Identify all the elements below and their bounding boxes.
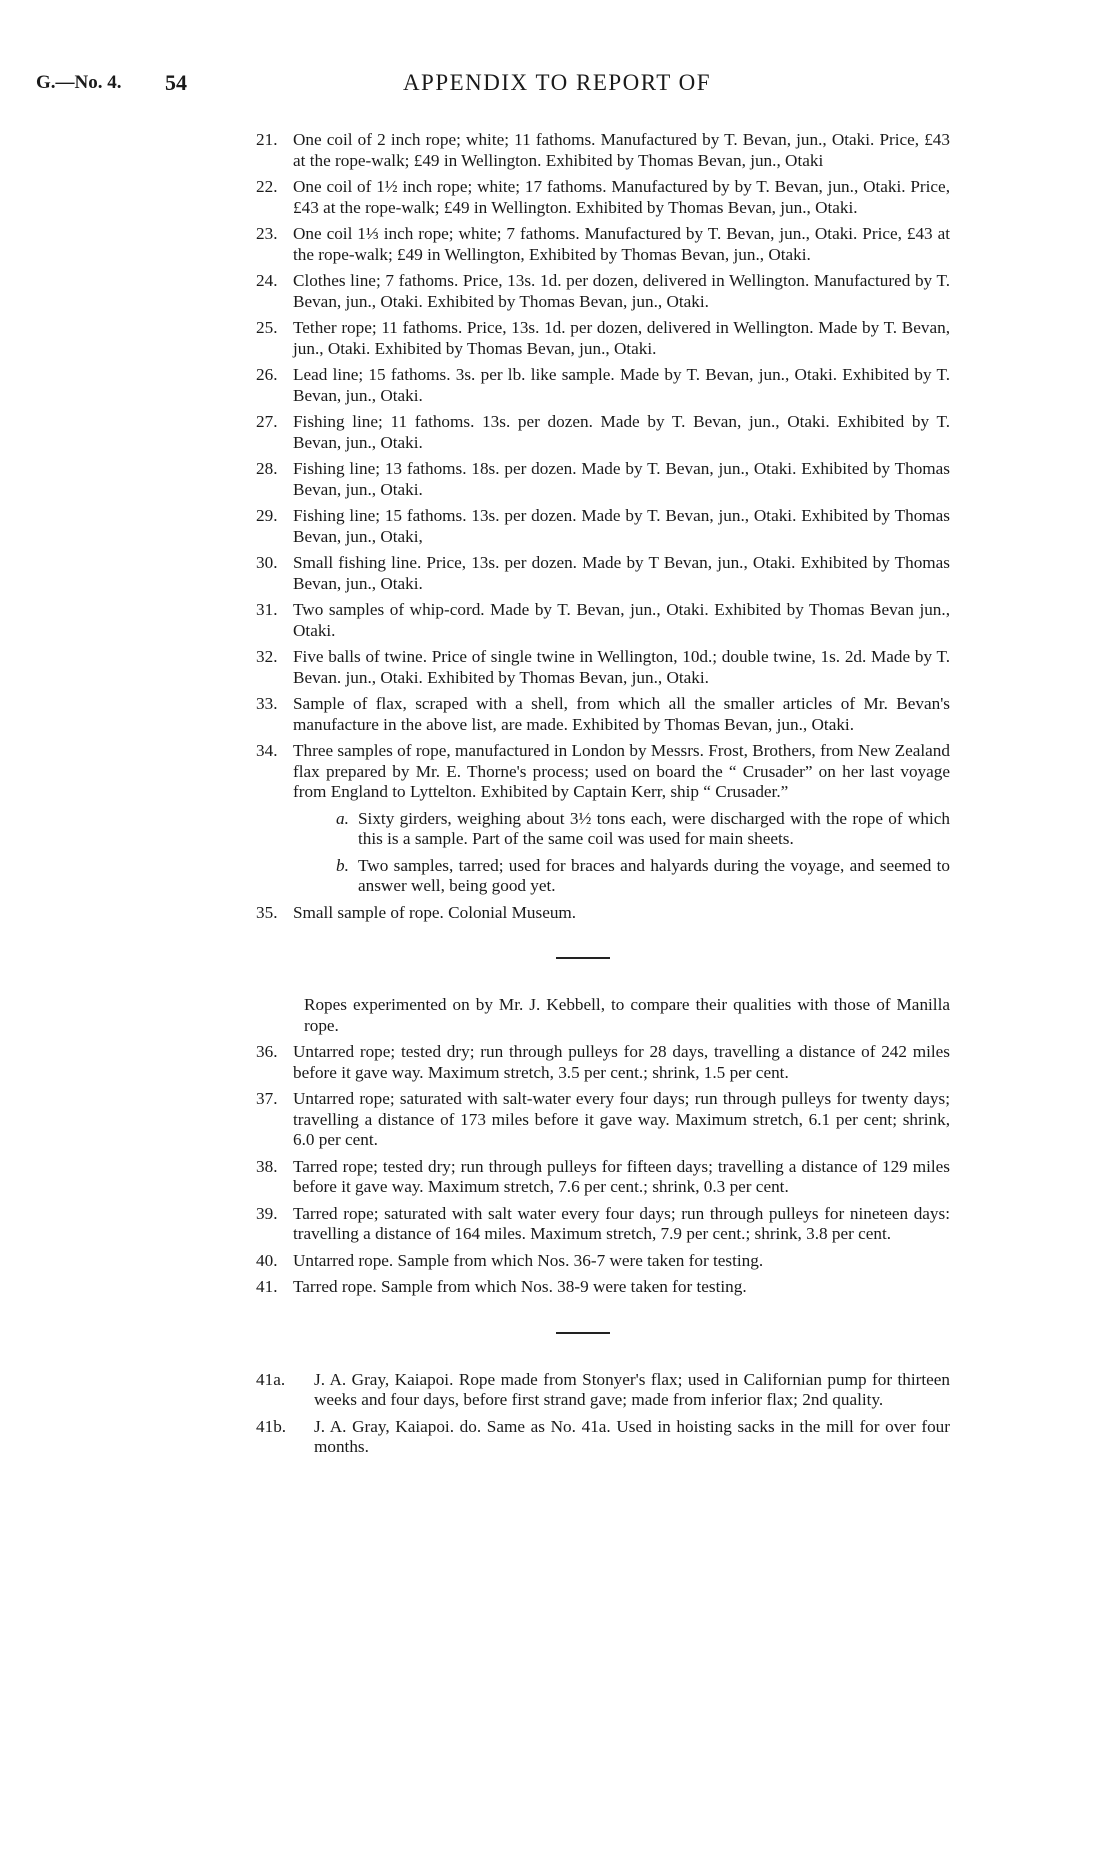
- list-item: [256, 694, 950, 735]
- sub-item-text: Two samples, tarred; used for braces and halyards during the voyage, and seemed to answer well, being good yet.: [358, 855, 950, 895]
- item-number: 22.: [256, 177, 278, 196]
- item-number: 23.: [256, 224, 278, 243]
- item-text: One coil of 2 inch rope; white; 11 fathoms. Manufactured by T. Bevan, jun., Otaki. Price, £43 at the rope-walk; £49 in Wellington. Exhibited by Thomas Bevan, jun., Otaki: [293, 130, 950, 170]
- list-item: [256, 365, 950, 406]
- item-text: Small fishing line. Price, 13s. per dozen. Made by T Bevan, jun., Otaki. Exhibited by Thomas Bevan, jun., Otaki.: [293, 553, 950, 593]
- item-text: Two samples of whip-cord. Made by T. Bevan, jun., Otaki. Exhibited by Thomas Bevan jun., Otaki.: [293, 600, 950, 640]
- item-number: 41.: [256, 1277, 278, 1296]
- item-text: Tether rope; 11 fathoms. Price, 13s. 1d. per dozen, delivered in Wellington. Made by T. Bevan, jun., Otaki. Exhibited by Thomas Bevan, jun., Otaki.: [293, 318, 950, 358]
- item-number: 41a.: [256, 1369, 286, 1389]
- list-item: [256, 1157, 950, 1198]
- list-item: [256, 741, 950, 803]
- item-text: Three samples of rope, manufactured in London by Messrs. Frost, Brothers, from New Zealand flax prepared by Mr. E. Thorne's process; used on board the “ Crusader” on her last voyage from England to Lyttelton. Exhibited by Captain Kerr, ship “ Crusader.”: [293, 741, 950, 801]
- item-text: J. A. Gray, Kaiapoi. do. Same as No. 41a. Used in hoisting sacks in the mill for over four months.: [314, 1416, 950, 1456]
- item-number: 24.: [256, 271, 278, 290]
- list-item: [256, 903, 950, 924]
- list-item: [256, 647, 950, 688]
- item-number: 32.: [256, 647, 278, 666]
- item-text: Tarred rope; saturated with salt water every four days; run through pulleys for nineteen days: travelling a distance of 164 miles. Maximum stretch, 7.9 per cent.; shrink, 3.8 per cent.: [293, 1203, 950, 1243]
- item-number: 33.: [256, 694, 278, 713]
- document-reference: G.—No. 4.: [36, 72, 122, 93]
- section-intro: Ropes experimented on by Mr. J. Kebbell, to compare their qualities with those of Manilla rope.: [304, 995, 950, 1035]
- list-item: [256, 177, 950, 218]
- section-divider: [556, 957, 610, 959]
- list-item: [256, 1251, 950, 1272]
- item-text: One coil 1⅓ inch rope; white; 7 fathoms. Manufactured by T. Bevan, jun., Otaki. Price, £43 at the rope-walk; £49 in Wellington, Exhibited by Thomas Bevan, jun., Otaki.: [293, 224, 950, 264]
- item-number: 21.: [256, 130, 278, 149]
- item-number: 37.: [256, 1089, 278, 1108]
- sub-item-letter: a.: [336, 808, 349, 828]
- item-number: 27.: [256, 412, 278, 431]
- item-text: Untarred rope. Sample from which Nos. 36-7 were taken for testing.: [293, 1250, 764, 1270]
- list-item: [256, 600, 950, 641]
- item-text: J. A. Gray, Kaiapoi. Rope made from Stonyer's flax; used in Californian pump for thirteen weeks and four days, before first strand gave; made from inferior flax; 2nd quality.: [314, 1369, 950, 1409]
- sub-item-text: Sixty girders, weighing about 3½ tons each, were discharged with the rope of which this is a sample. Part of the same coil was used for main sheets.: [358, 808, 950, 848]
- item-text: Untarred rope; saturated with salt-water every four days; run through pulleys for twenty days; travelling a distance of 173 miles before it gave way. Maximum stretch, 6.1 per cent; shrink, 6.0 per cent.: [293, 1089, 950, 1149]
- item-number: 26.: [256, 365, 278, 384]
- page-header: [0, 70, 1114, 104]
- item-text: Untarred rope; tested dry; run through pulleys for 28 days, travelling a distance of 242 miles before it gave way. Maximum stretch, 3.5 per cent.; shrink, 1.5 per cent.: [293, 1042, 950, 1082]
- list-item: [256, 318, 950, 359]
- list-item: [256, 553, 950, 594]
- item-number: 39.: [256, 1203, 278, 1223]
- item-text: Fishing line; 13 fathoms. 18s. per dozen. Made by T. Bevan, jun., Otaki. Exhibited by Thomas Bevan, jun., Otaki.: [293, 459, 950, 499]
- list-item: [256, 130, 950, 171]
- item-number: 30.: [256, 553, 278, 572]
- list-item: [256, 412, 950, 453]
- sub-item: [336, 809, 950, 850]
- item-number: 29.: [256, 506, 278, 525]
- list-item: [256, 1089, 950, 1151]
- list-item: [256, 271, 950, 312]
- item-number: 34.: [256, 741, 278, 760]
- section-flax-exhibits: [256, 130, 950, 923]
- item-number: 31.: [256, 600, 278, 619]
- list-item: [256, 459, 950, 500]
- item-number: 35.: [256, 902, 278, 922]
- section-divider: [556, 1332, 610, 1334]
- list-item: [256, 1204, 950, 1245]
- sub-item: [336, 856, 950, 897]
- page-body: [256, 130, 950, 1464]
- page-number: 54: [165, 70, 187, 95]
- item-text: Fishing line; 15 fathoms. 13s. per dozen. Made by T. Bevan, jun., Otaki. Exhibited by Thomas Bevan, jun., Otaki,: [293, 506, 950, 546]
- item-number: 36.: [256, 1042, 278, 1061]
- list-item: [256, 506, 950, 547]
- item-text: Lead line; 15 fathoms. 3s. per lb. like sample. Made by T. Bevan, jun., Otaki. Exhibited by T. Bevan, jun., Otaki.: [293, 365, 950, 405]
- item-text: Tarred rope. Sample from which Nos. 38-9 were taken for testing.: [293, 1277, 747, 1296]
- list-item: [256, 1417, 950, 1458]
- item-number: 41b.: [256, 1416, 287, 1436]
- section-gray-ropes: [256, 1370, 950, 1458]
- item-number: 40.: [256, 1250, 278, 1270]
- item-text: Five balls of twine. Price of single twine in Wellington, 10d.; double twine, 1s. 2d. Made by T. Bevan. jun., Otaki. Exhibited by Thomas Bevan, jun., Otaki.: [293, 647, 950, 687]
- running-title: APPENDIX TO REPORT OF: [402, 70, 712, 95]
- sub-item-letter: b.: [336, 855, 349, 875]
- item-text: Fishing line; 11 fathoms. 13s. per dozen. Made by T. Bevan, jun., Otaki. Exhibited by T. Bevan, jun., Otaki.: [293, 412, 950, 452]
- item-text: Clothes line; 7 fathoms. Price, 13s. 1d. per dozen, delivered in Wellington. Manufactured by T. Bevan, jun., Otaki. Exhibited by Thomas Bevan, jun., Otaki.: [293, 271, 950, 311]
- item-text: One coil of 1½ inch rope; white; 17 fathoms. Manufactured by by T. Bevan, jun., Otaki. Price, £43 at the rope-walk; £49 in Wellington. Exhibited by Thomas Bevan, jun., Otaki.: [293, 177, 950, 217]
- list-item: [256, 1370, 950, 1411]
- list-item: [256, 1277, 950, 1298]
- list-item: [256, 224, 950, 265]
- list-item: [256, 1042, 950, 1083]
- item-number: 25.: [256, 318, 278, 337]
- item-number: 38.: [256, 1156, 278, 1176]
- item-text: Tarred rope; tested dry; run through pulleys for fifteen days; travelling a distance of 129 miles before it gave way. Maximum stretch, 7.6 per cent.; shrink, 0.3 per cent.: [293, 1156, 950, 1196]
- item-text: Sample of flax, scraped with a shell, from which all the smaller articles of Mr. Bevan's manufacture in the above list, are made. Exhibited by Thomas Bevan, jun., Otaki.: [293, 694, 950, 734]
- item-text: Small sample of rope. Colonial Museum.: [293, 902, 577, 922]
- section-kebbell-tests: [256, 995, 950, 1298]
- item-number: 28.: [256, 459, 278, 478]
